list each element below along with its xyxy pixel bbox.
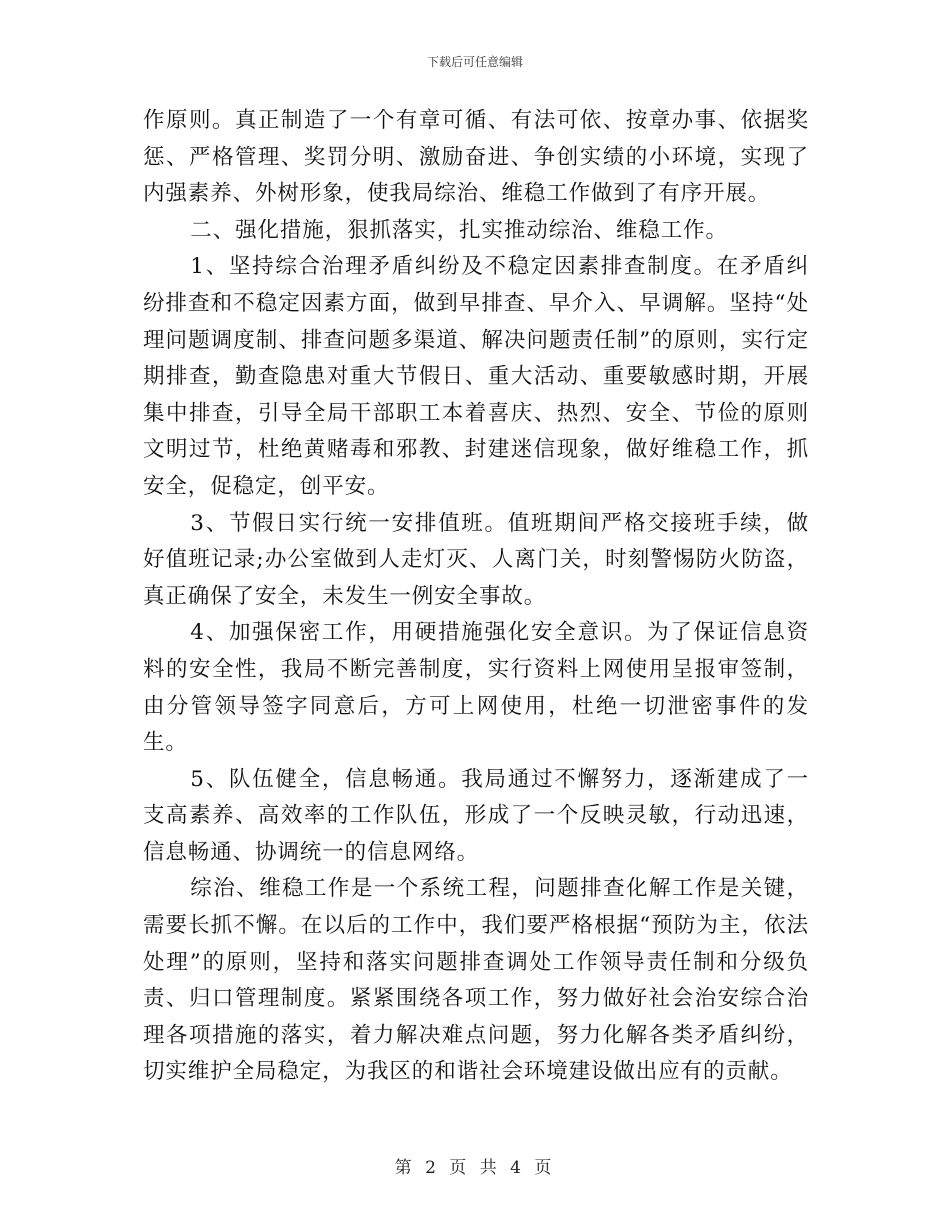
- paragraph-1: 作原则。真正制造了一个有章可循、有法可依、按章办事、依据奖惩、严格管理、奖罚分明、激励奋进、争创实绩的小环境，实现了内强素养、外树形象，使我局综治、维稳工作做到了有序开展。: [143, 108, 809, 207]
- paragraph-5: 4、加强保密工作，用硬措施强化安全意识。为了保证信息资料的安全性，我局不断完善制度，实行资料上网使用呈报审签制，由分管领导签字同意后，方可上网使用，杜绝一切泄密事件的发生。: [143, 620, 809, 756]
- page-header-note: 下载后可任意编辑: [426, 55, 523, 69]
- paragraph-3: 1、坚持综合治理矛盾纠纷及不稳定因素排查制度。在矛盾纠纷排查和不稳定因素方面，做到早排查、早介入、早调解。坚持“处理问题调度制、排查问题多渠道、解决问题责任制”的原则，实行定期排查，勤查隐患对重大节假日、重大活动、重要敏感时期，开展集中排查，引导全局干部职工本着喜庆、热烈、安全、节俭的原则文明过节，杜绝黄赌毒和邪教、封建迷信现象，做好维稳工作，抓安全，促稳定，创平安。: [143, 254, 809, 499]
- document-body: [143, 103, 809, 1091]
- paragraph-4: 3、节假日实行统一安排值班。值班期间严格交接班手续，做好值班记录;办公室做到人走灯灭、人离门关，时刻警惕防火防盗，真正确保了安全，未发生一例安全事故。: [143, 510, 809, 609]
- paragraph-6: 5、队伍健全，信息畅通。我局通过不懈努力，逐渐建成了一支高素养、高效率的工作队伍，形成了一个反映灵敏，行动迅速，信息畅通、协调统一的信息网络。: [143, 766, 809, 865]
- page-number-footer: 第 2 页 共 4 页: [394, 1158, 556, 1178]
- paragraph-7: 综治、维稳工作是一个系统工程，问题排查化解工作是关键，需要长抓不懈。在以后的工作中，我们要严格根据“预防为主，依法处理”的原则，坚持和落实问题排查调处工作领导责任制和分级负责、归口管理制度。紧紧围绕各项工作，努力做好社会治安综合治理各项措施的落实，着力解决难点问题，努力化解各类矛盾纠纷，切实维护全局稳定，为我区的和谐社会环境建设做出应有的贡献。: [143, 876, 809, 1085]
- paragraph-2-section-heading: 二、强化措施，狠抓落实，扎实推动综治、维稳工作。: [190, 217, 728, 243]
